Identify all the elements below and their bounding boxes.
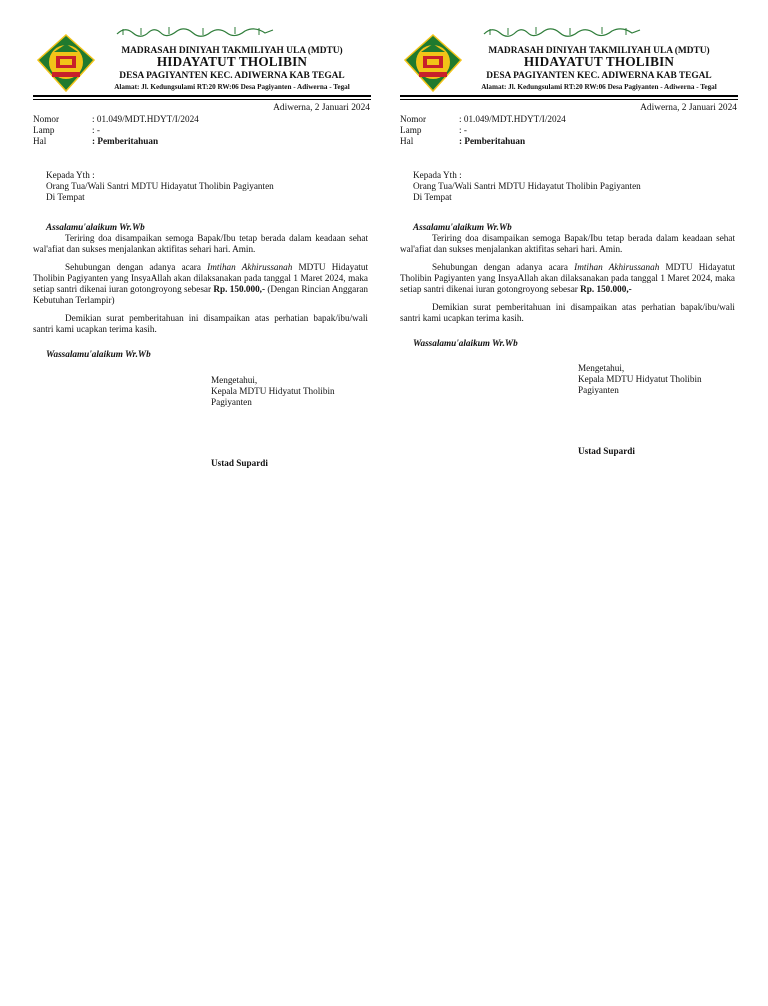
recipient-address — [46, 170, 274, 203]
school-type: MADRASAH DINIYAH TAKMILIYAH ULA (MDTU) — [121, 46, 343, 56]
sign-line: Pagiyanten — [578, 385, 619, 395]
sign-line: Mengetahui, — [578, 363, 625, 373]
meta-row-lamp — [400, 125, 566, 136]
meta-value: : - — [92, 125, 100, 135]
letter-left — [33, 22, 370, 468]
para2-text: Sehubungan dengan adanya acara — [65, 262, 208, 272]
header-rule-thin — [33, 99, 371, 100]
meta-key: Nomor — [33, 114, 60, 124]
letterhead — [33, 22, 368, 98]
letter-right — [400, 22, 737, 456]
meta-row-hal — [33, 136, 199, 147]
fee-amount: Rp. 150.000,- — [213, 284, 266, 294]
paragraph-2 — [400, 262, 735, 295]
para2-text: Sehubungan dengan adanya acara — [432, 262, 575, 272]
arabic-calligraphy — [482, 24, 642, 38]
letterhead — [400, 22, 735, 98]
school-address: Alamat: Jl. Kedungsulami RT:20 RW:06 Desa Pagiyanten - Adiwerna - Tegal — [481, 83, 717, 91]
sign-line: Pagiyanten — [211, 397, 252, 407]
letter-meta — [400, 114, 566, 147]
school-location: DESA PAGIYANTEN KEC. ADIWERNA KAB TEGAL — [119, 71, 345, 81]
signature-block — [578, 363, 702, 396]
school-address: Alamat: Jl. Kedungsulami RT:20 RW:06 Desa Pagiyanten - Adiwerna - Tegal — [114, 83, 350, 91]
meta-value: : - — [459, 125, 467, 135]
para2-text: (Dengan Rincian Anggaran Kebutuhan Terlampir) — [33, 284, 368, 305]
address-line: Di Tempat — [46, 192, 85, 202]
school-location: DESA PAGIYANTEN KEC. ADIWERNA KAB TEGAL — [486, 71, 712, 81]
header-rule-thick — [400, 95, 738, 97]
meta-key: Lamp — [33, 125, 55, 135]
address-line: Di Tempat — [413, 192, 452, 202]
school-name: HIDAYATUT THOLIBIN — [523, 54, 675, 69]
header-rule-thin — [400, 99, 738, 100]
event-name: Imtihan Akhirussanah — [574, 262, 660, 272]
meta-row-nomor — [400, 114, 566, 125]
meta-value: : 01.049/MDT.HDYT/I/2024 — [459, 114, 566, 124]
paragraph-3: Demikian surat pemberitahuan ini disampaikan atas perhatian bapak/ibu/wali santri kami ucapkan terima kasih. — [400, 302, 735, 323]
paragraph-3: Demikian surat pemberitahuan ini disampaikan atas perhatian bapak/ibu/wali santri kami ucapkan terima kasih. — [33, 313, 368, 334]
greeting: Assalamu'alaikum Wr.Wb — [413, 222, 512, 232]
meta-key: Lamp — [400, 125, 422, 135]
closing-greeting: Wassalamu'alaikum Wr.Wb — [413, 338, 518, 348]
meta-value: : Pemberitahuan — [92, 136, 159, 146]
meta-row-hal — [400, 136, 566, 147]
para2-text: MDTU Hidayatut Tholibin Pagiyanten yang InsyaAllah akan dilaksanakan pada tanggal 1 Maret 2024, maka setiap santri dikenai iuran gotongroyong sebesar — [33, 262, 368, 294]
para2-text: MDTU Hidayatut Tholibin Pagiyanten yang InsyaAllah akan dilaksanakan pada tanggal 1 Maret 2024, maka setiap santri dikenai iuran gotongroyong sebesar — [400, 262, 735, 294]
sign-line: Kepala MDTU Hidyatut Tholibin — [578, 374, 702, 384]
meta-value: : 01.049/MDT.HDYT/I/2024 — [92, 114, 199, 124]
sign-line: Kepala MDTU Hidyatut Tholibin — [211, 386, 335, 396]
school-logo-icon — [403, 34, 463, 92]
letter-body — [400, 233, 735, 331]
closing-greeting: Wassalamu'alaikum Wr.Wb — [46, 349, 151, 359]
school-name: HIDAYATUT THOLIBIN — [156, 54, 308, 69]
paragraph-2 — [33, 262, 368, 306]
meta-row-nomor — [33, 114, 199, 125]
meta-key: Nomor — [400, 114, 427, 124]
meta-key: Hal — [33, 136, 47, 146]
school-logo-icon — [36, 34, 96, 92]
address-line: Kepada Yth : — [413, 170, 462, 180]
greeting: Assalamu'alaikum Wr.Wb — [46, 222, 145, 232]
address-line: Orang Tua/Wali Santri MDTU Hidayatut Tholibin Pagiyanten — [413, 181, 641, 191]
meta-row-lamp — [33, 125, 199, 136]
school-type: MADRASAH DINIYAH TAKMILIYAH ULA (MDTU) — [488, 46, 710, 56]
header-rule-thick — [33, 95, 371, 97]
meta-key: Hal — [400, 136, 414, 146]
letter-meta — [33, 114, 199, 147]
fee-amount: Rp. 150.000,- — [580, 284, 632, 294]
letter-date: Adiwerna, 2 Januari 2024 — [273, 103, 370, 113]
signer-name: Ustad Supardi — [211, 458, 268, 468]
address-line: Kepada Yth : — [46, 170, 95, 180]
signature-block — [211, 375, 335, 408]
signer-name: Ustad Supardi — [578, 446, 635, 456]
address-line: Orang Tua/Wali Santri MDTU Hidayatut Tholibin Pagiyanten — [46, 181, 274, 191]
event-name: Imtihan Akhirussanah — [207, 262, 293, 272]
paragraph-1: Teriring doa disampaikan semoga Bapak/Ibu tetap berada dalam keadaan sehat wal'afiat dan sukses menjalankan aktifitas sehari hari. Amin. — [400, 233, 735, 254]
arabic-calligraphy — [115, 24, 275, 38]
letter-body — [33, 233, 368, 342]
recipient-address — [413, 170, 641, 203]
sign-line: Mengetahui, — [211, 375, 258, 385]
meta-value: : Pemberitahuan — [459, 136, 526, 146]
paragraph-1: Teriring doa disampaikan semoga Bapak/Ibu tetap berada dalam keadaan sehat wal'afiat dan sukses menjalankan aktifitas sehari hari. Amin. — [33, 233, 368, 254]
letter-date: Adiwerna, 2 Januari 2024 — [640, 103, 737, 113]
